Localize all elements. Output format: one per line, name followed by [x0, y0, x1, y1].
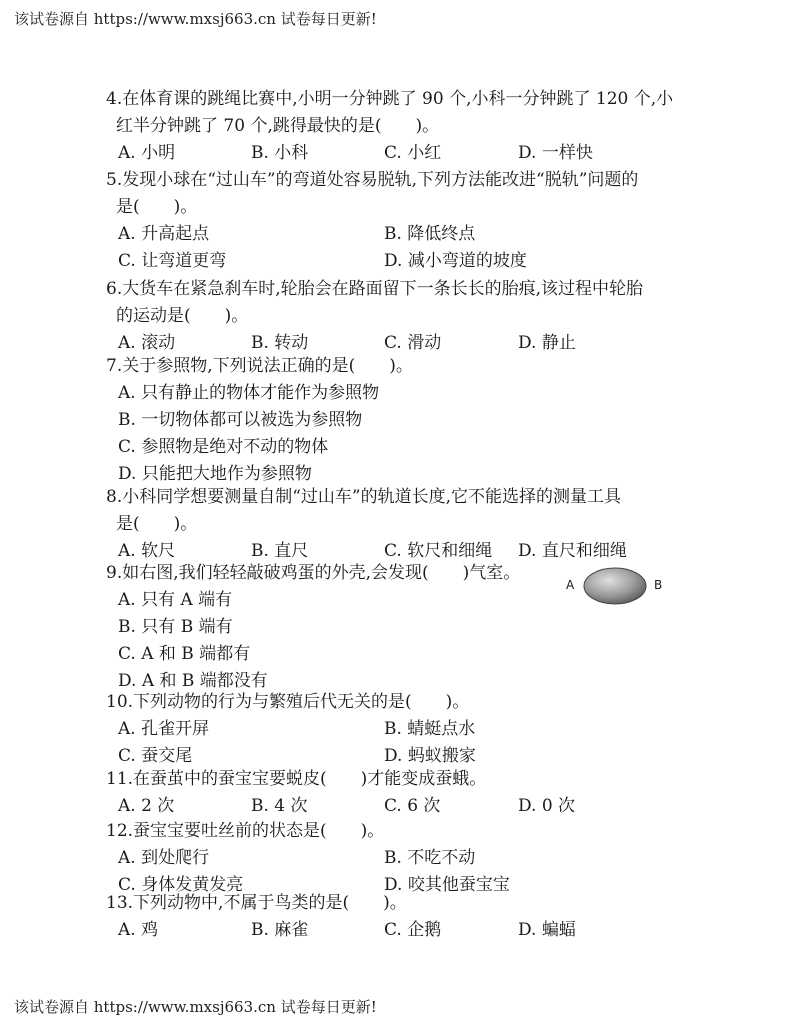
question-stem-line: 在蚕茧中的蚕宝宝要蜕皮( )才能变成蚕蛾。 [133, 769, 487, 789]
option-a: A. 小明 [118, 143, 176, 163]
question-number: 10. [106, 692, 134, 712]
option-d: D. 蚂蚁搬家 [384, 746, 476, 766]
question-number: 6. [106, 279, 123, 299]
question-11 [106, 766, 686, 820]
option-c: C. 软尺和细绳 [384, 541, 493, 561]
option-b: B. 麻雀 [251, 920, 309, 940]
option-b: B. 降低终点 [384, 224, 476, 244]
option-c: C. 6 次 [384, 796, 441, 816]
question-8 [106, 484, 686, 565]
question-6 [106, 276, 686, 357]
egg-figure [566, 566, 666, 606]
question-10 [106, 689, 686, 770]
question-number: 9. [106, 563, 123, 583]
option-d: D. 蝙蝠 [518, 920, 576, 940]
option-d: D. 一样快 [518, 143, 593, 163]
question-number: 7. [106, 356, 123, 376]
option-a: A. 软尺 [118, 541, 176, 561]
option-c: C. 让弯道更弯 [118, 251, 227, 271]
question-stem-line: 大货车在紧急刹车时,轮胎会在路面留下一条长长的胎痕,该过程中轮胎 [122, 279, 644, 299]
option-b: B. 蜻蜓点水 [384, 719, 476, 739]
source-banner-bottom: 该试卷源自 https://www.mxsj663.cn 试卷每日更新! [14, 998, 377, 1016]
option-b: B. 直尺 [251, 541, 309, 561]
question-stem-line: 发现小球在“过山车”的弯道处容易脱轨,下列方法能改进“脱轨”问题的 [122, 170, 639, 190]
question-4 [106, 86, 686, 167]
egg-label-b: B [654, 578, 663, 592]
question-stem-line: 如右图,我们轻轻敲破鸡蛋的外壳,会发现( )气室。 [122, 563, 521, 583]
question-12 [106, 818, 686, 899]
question-stem-line: 下列动物的行为与繁殖后代无关的是( )。 [133, 692, 470, 712]
option-d: D. 只能把大地作为参照物 [118, 464, 312, 484]
option-c: C. 企鹅 [384, 920, 442, 940]
option-b: B. 转动 [251, 333, 309, 353]
option-b: B. 4 次 [251, 796, 308, 816]
option-b: B. 不吃不动 [384, 848, 476, 868]
option-d: D. 0 次 [518, 796, 576, 816]
question-stem-line: 是( )。 [116, 514, 198, 534]
option-a: A. 只有 A 端有 [118, 590, 233, 610]
question-number: 8. [106, 487, 123, 507]
question-stem-line: 红半分钟跳了 70 个,跳得最快的是( )。 [116, 116, 440, 136]
question-stem-line: 小科同学想要测量自制“过山车”的轨道长度,它不能选择的测量工具 [122, 487, 622, 507]
option-d: D. 直尺和细绳 [518, 541, 627, 561]
egg-label-a: A [566, 578, 575, 592]
question-number: 4. [106, 89, 123, 109]
option-a: A. 2 次 [118, 796, 175, 816]
option-b: B. 只有 B 端有 [118, 617, 233, 637]
option-c: C. 蚕交尾 [118, 746, 193, 766]
egg-illustration [582, 566, 648, 606]
option-c: C. A 和 B 端都有 [118, 644, 251, 664]
question-7 [106, 353, 686, 488]
question-stem-line: 的运动是( )。 [116, 306, 249, 326]
option-a: A. 升高起点 [118, 224, 210, 244]
option-d: D. 咬其他蚕宝宝 [384, 875, 510, 895]
option-c: C. 小红 [384, 143, 442, 163]
question-stem-line: 蚕宝宝要吐丝前的状态是( )。 [133, 821, 385, 841]
option-c: C. 参照物是绝对不动的物体 [118, 437, 329, 457]
option-a: A. 只有静止的物体才能作为参照物 [118, 383, 380, 403]
option-b: B. 小科 [251, 143, 309, 163]
question-stem-line: 关于参照物,下列说法正确的是( )。 [122, 356, 413, 376]
option-c: C. 身体发黄发亮 [118, 875, 244, 895]
option-d: D. 减小弯道的坡度 [384, 251, 527, 271]
question-stem-line: 在体育课的跳绳比赛中,小明一分钟跳了 90 个,小科一分钟跳了 120 个,小 [122, 89, 674, 109]
option-a: A. 孔雀开屏 [118, 719, 210, 739]
question-stem-line: 是( )。 [116, 197, 198, 217]
question-number: 12. [106, 821, 134, 841]
option-a: A. 鸡 [118, 920, 159, 940]
question-number: 5. [106, 170, 123, 190]
question-number: 13. [106, 893, 134, 913]
question-13 [106, 890, 686, 944]
question-5 [106, 167, 686, 275]
option-c: C. 滑动 [384, 333, 442, 353]
option-a: A. 滚动 [118, 333, 176, 353]
question-number: 11. [106, 769, 134, 789]
option-b: B. 一切物体都可以被选为参照物 [118, 410, 363, 430]
option-d: D. 静止 [518, 333, 576, 353]
source-banner-top: 该试卷源自 https://www.mxsj663.cn 试卷每日更新! [14, 10, 377, 28]
question-stem-line: 下列动物中,不属于鸟类的是( )。 [133, 893, 407, 913]
option-d: D. A 和 B 端都没有 [118, 671, 268, 691]
option-a: A. 到处爬行 [118, 848, 210, 868]
